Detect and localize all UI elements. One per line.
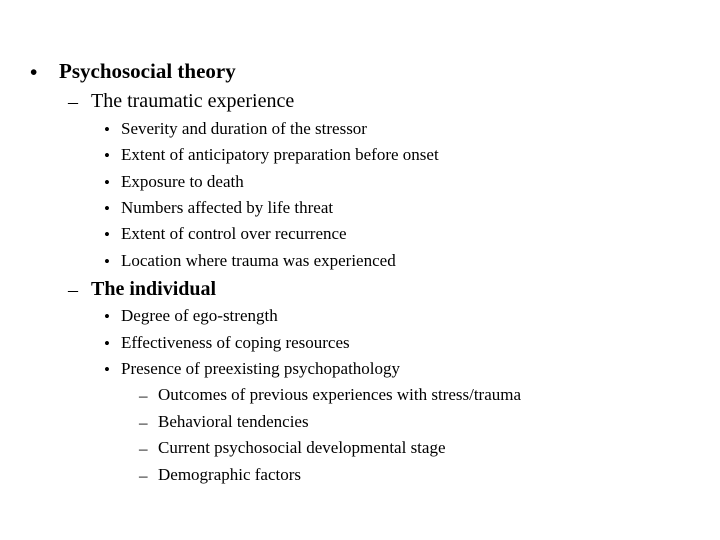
list-item: Presence of preexisting psychopathology xyxy=(121,359,401,378)
section-title: The individual xyxy=(91,278,217,300)
list-bullet: • xyxy=(104,360,110,379)
sublist-item: Demographic factors xyxy=(158,465,302,484)
list-item: Severity and duration of the stressor xyxy=(121,119,367,138)
list-item: Exposure to death xyxy=(121,172,244,191)
section-title: The traumatic experience xyxy=(91,90,295,112)
sublist-item: Current psychosocial developmental stage xyxy=(158,438,446,457)
sublist-dash: – xyxy=(139,386,148,405)
list-bullet: • xyxy=(104,146,110,165)
section-dash: – xyxy=(68,279,78,301)
sublist-item: Behavioral tendencies xyxy=(158,412,309,431)
section-dash: – xyxy=(68,91,78,113)
heading-bullet: • xyxy=(30,60,38,84)
list-bullet: • xyxy=(104,307,110,326)
list-bullet: • xyxy=(104,120,110,139)
list-bullet: • xyxy=(104,173,110,192)
sublist-item: Outcomes of previous experiences with stress/trauma xyxy=(158,385,522,404)
list-bullet: • xyxy=(104,252,110,271)
list-bullet: • xyxy=(104,334,110,353)
sublist-dash: – xyxy=(139,466,148,485)
sublist-dash: – xyxy=(139,439,148,458)
slide-heading: Psychosocial theory xyxy=(59,59,236,83)
list-item: Extent of anticipatory preparation before onset xyxy=(121,145,439,164)
list-bullet: • xyxy=(104,199,110,218)
list-bullet: • xyxy=(104,225,110,244)
list-item: Degree of ego-strength xyxy=(121,306,278,325)
list-item: Extent of control over recurrence xyxy=(121,224,347,243)
list-item: Effectiveness of coping resources xyxy=(121,333,350,352)
list-item: Numbers affected by life threat xyxy=(121,198,334,217)
list-item: Location where trauma was experienced xyxy=(121,251,396,270)
sublist-dash: – xyxy=(139,413,148,432)
